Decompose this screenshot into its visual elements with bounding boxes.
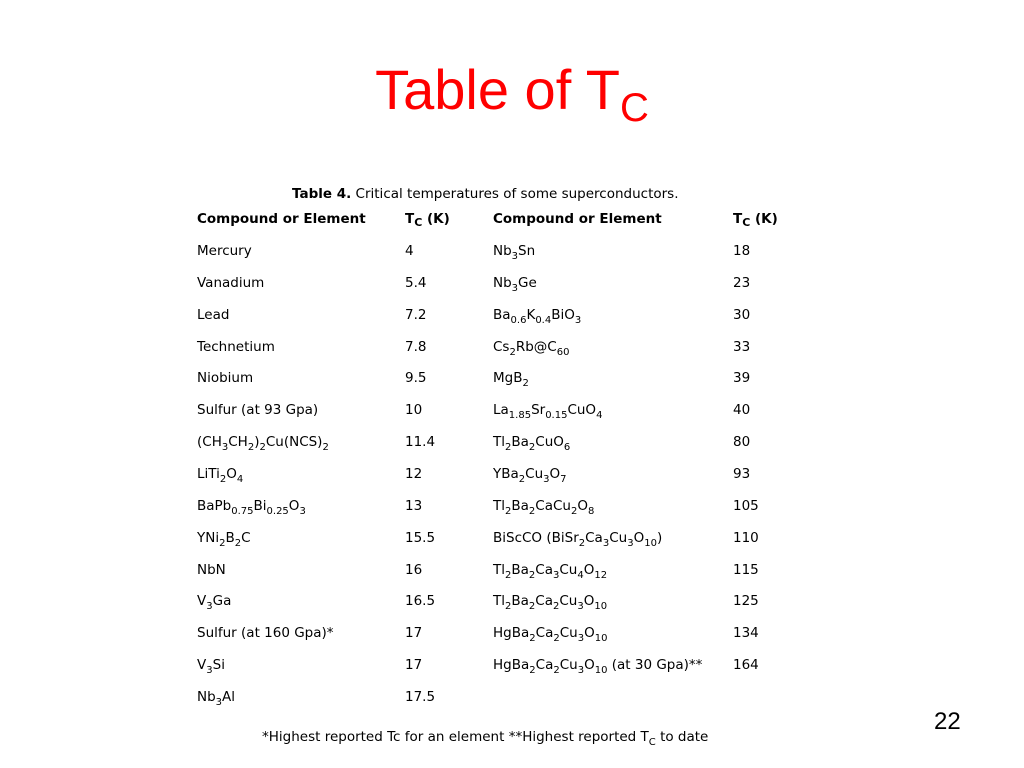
- tc-value-right: 93: [733, 466, 751, 482]
- header-compound-left: Compound or Element: [197, 211, 366, 227]
- tc-value-left: 16: [405, 562, 423, 578]
- header-tc-unit: (K): [422, 211, 450, 227]
- tc-value-left: 13: [405, 498, 423, 514]
- table-caption-label: Table 4.: [292, 186, 352, 202]
- tc-value-right: 164: [733, 657, 759, 673]
- compound-name-left: Lead: [197, 307, 230, 323]
- tc-value-right: 125: [733, 593, 759, 609]
- header-tc-sub: C: [742, 216, 751, 229]
- tc-value-right: 30: [733, 307, 751, 323]
- compound-name-left: $Nb_3Al$: [197, 689, 236, 708]
- compound-name-left: Mercury: [197, 243, 252, 259]
- header-tc-right: [733, 211, 778, 231]
- compound-name-right: MgB$_2$: [493, 370, 529, 389]
- header-tc-left: [405, 211, 450, 231]
- tc-value-left: 9.5: [405, 370, 427, 386]
- slide-title: [0, 58, 1024, 130]
- compound-name-right: $HgBa_2Ca_2Cu_3O_{10}$ (at 30 Gpa)**: [493, 657, 703, 676]
- compound-name-right: $Tl_2Ba_2CaCu_2O_8$: [493, 498, 595, 517]
- tc-value-right: 33: [733, 339, 751, 355]
- compound-name-right: $YBa_2Cu_3O_7$: [493, 466, 567, 485]
- tc-value-right: 134: [733, 625, 759, 641]
- tc-value-left: 16.5: [405, 593, 436, 609]
- compound-name-right: $Tl_2Ba_2Ca_3Cu_4O_{12}$: [493, 562, 608, 581]
- tc-value-right: 39: [733, 370, 751, 386]
- header-tc-sub: C: [414, 216, 423, 229]
- compound-name-right: $La_{1.85}Sr_{0.15}CuO_4$: [493, 402, 603, 421]
- tc-value-right: 115: [733, 562, 759, 578]
- tc-value-right: 105: [733, 498, 759, 514]
- compound-name-right: $Ba_{0.6}K_{0.4}BiO_3$: [493, 307, 582, 326]
- tc-value-right: 18: [733, 243, 751, 259]
- compound-name-left: Vanadium: [197, 275, 265, 291]
- tc-value-left: 4: [405, 243, 414, 259]
- tc-value-right: 40: [733, 402, 751, 418]
- compound-name-left: Sulfur (at 93 Gpa): [197, 402, 319, 418]
- compound-name-right: BiScCO $(BiSr_2Ca_3Cu_3O_{10})$: [493, 530, 663, 549]
- tc-value-right: 80: [733, 434, 751, 450]
- compound-name-left: NbN: [197, 562, 226, 578]
- page-number: 22: [934, 708, 961, 735]
- compound-name-left: $BaPb_{0.75}Bi_{0.25}O_3$: [197, 498, 306, 517]
- tc-value-left: 11.4: [405, 434, 436, 450]
- compound-name-right: $Cs_2Rb@C_{60}$: [493, 339, 570, 358]
- tc-value-left: 15.5: [405, 530, 436, 546]
- tc-value-left: 5.4: [405, 275, 427, 291]
- table-caption-text: Critical temperatures of some superconductors.: [351, 186, 679, 202]
- tc-value-left: 12: [405, 466, 423, 482]
- tc-value-left: 17: [405, 657, 423, 673]
- tc-value-left: 7.2: [405, 307, 427, 323]
- tc-value-left: 17: [405, 625, 423, 641]
- tc-value-left: 10: [405, 402, 423, 418]
- compound-name-left: Niobium: [197, 370, 254, 386]
- table-caption: [292, 186, 679, 202]
- tc-value-right: 23: [733, 275, 751, 291]
- slide-title-subscript: C: [620, 86, 649, 130]
- compound-name-left: $LiTi_2O_4$: [197, 466, 244, 485]
- header-tc-unit: (K): [750, 211, 778, 227]
- tc-value-right: 110: [733, 530, 759, 546]
- compound-name-right: $Nb_3Sn$: [493, 243, 536, 262]
- compound-name-left: $YNi_2B_2C$: [197, 530, 251, 549]
- slide-title-text: Table of T: [375, 58, 620, 121]
- tc-value-left: 7.8: [405, 339, 427, 355]
- tc-value-left: 17.5: [405, 689, 436, 705]
- header-compound-right: Compound or Element: [493, 211, 662, 227]
- compound-name-left: $V_3Si$: [197, 657, 225, 676]
- table-footnote: *Highest reported Tc for an element **Highest reported $T_C$ to date: [262, 729, 709, 748]
- compound-name-left: $V_3Ga$: [197, 593, 232, 612]
- compound-name-right: $HgBa_2Ca_2Cu_3O_{10}$: [493, 625, 608, 644]
- compound-name-right: $Nb_3Ge$: [493, 275, 537, 294]
- header-tc-symbol: T: [405, 211, 415, 227]
- compound-name-right: $Tl_2Ba_2CuO_6$: [493, 434, 571, 453]
- header-tc-symbol: T: [733, 211, 743, 227]
- compound-name-left: Technetium: [197, 339, 275, 355]
- compound-name-left: Sulfur (at 160 Gpa)*: [197, 625, 334, 641]
- compound-name-right: $Tl_2Ba_2Ca_2Cu_3O_{10}$: [493, 593, 608, 612]
- compound-name-left: $(CH_3CH_2)_2Cu(NCS)_2$: [197, 434, 329, 453]
